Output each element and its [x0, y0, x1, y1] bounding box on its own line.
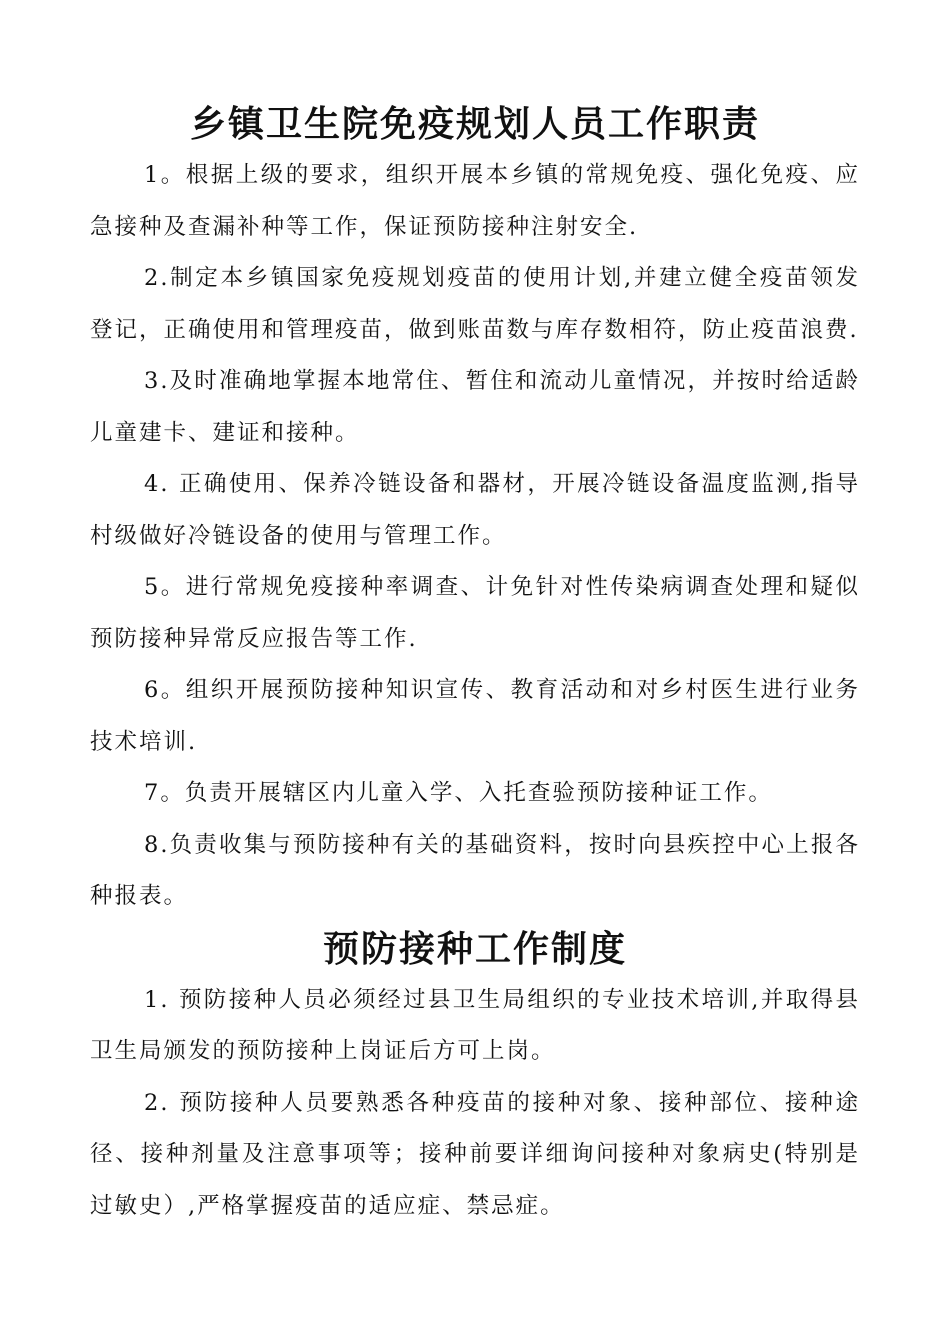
duty-item-3: 3.及时准确地掌握本地常住、暂住和流动儿童情况，并按时给适龄儿童建卡、建证和接种。	[90, 368, 860, 446]
document-title-duties: 乡镇卫生院免疫规划人员工作职责	[189, 103, 760, 145]
rule-item-2: 2. 预防接种人员要熟悉各种疫苗的接种对象、接种部位、接种途径、接种剂量及注意事项等；接种前要详细询问接种对象病史(特别是过敏史）,严格掌握疫苗的适应症、禁忌症。	[90, 1089, 860, 1219]
rule-item-1: 1. 预防接种人员必须经过县卫生局组织的专业技术培训,并取得县卫生局颁发的预防接种上岗证后方可上岗。	[90, 986, 860, 1064]
duty-item-6: 6。组织开展预防接种知识宣传、教育活动和对乡村医生进行业务技术培训.	[90, 677, 860, 755]
duty-item-2: 2.制定本乡镇国家免疫规划疫苗的使用计划,并建立健全疫苗领发登记，正确使用和管理疫苗，做到账苗数与库存数相符，防止疫苗浪费.	[90, 265, 860, 343]
document-page	[90, 0, 860, 1232]
duty-item-5: 5。进行常规免疫接种率调查、计免针对性传染病调查处理和疑似预防接种异常反应报告等工作.	[90, 574, 860, 652]
duty-item-1: 1。根据上级的要求，组织开展本乡镇的常规免疫、强化免疫、应急接种及查漏补种等工作，保证预防接种注射安全.	[90, 162, 860, 240]
duty-item-4: 4. 正确使用、保养冷链设备和器材，开展冷链设备温度监测,指导村级做好冷链设备的使用与管理工作。	[90, 471, 860, 549]
vaccination-rules-section	[90, 975, 860, 1233]
document-title-vaccination-rules: 预防接种工作制度	[322, 927, 627, 970]
duties-section	[90, 150, 860, 923]
duty-item-7: 7。负责开展辖区内儿童入学、入托查验预防接种证工作。	[144, 780, 773, 806]
duty-item-8: 8.负责收集与预防接种有关的基础资料，按时向县疾控中心上报各种报表。	[90, 831, 860, 909]
